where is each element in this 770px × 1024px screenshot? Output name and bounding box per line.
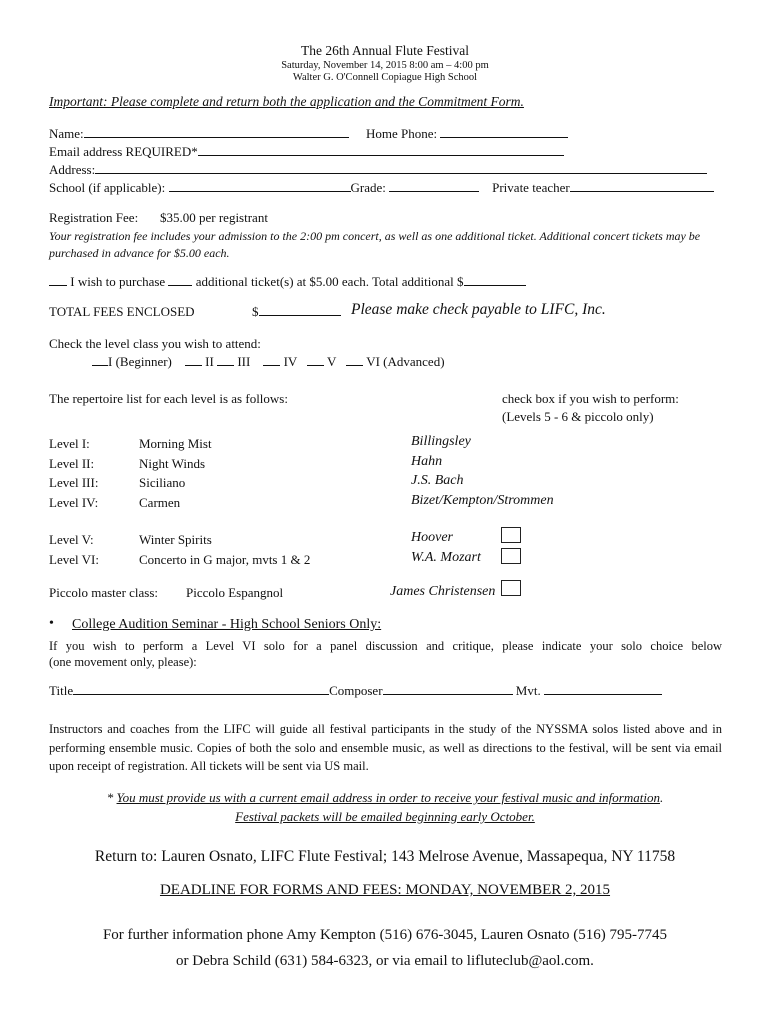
piccolo-composer: James Christensen	[390, 584, 496, 599]
level-ii-check[interactable]	[185, 354, 202, 366]
level-3-piece: Siciliano	[139, 475, 186, 490]
title-label: Title	[49, 683, 74, 698]
festival-title: The 26th Annual Flute Festival	[301, 43, 469, 58]
level-6-perform-checkbox[interactable]	[501, 548, 521, 564]
level-2-piece: Night Winds	[139, 456, 206, 471]
contact-line-1: For further information phone Amy Kempton (516) 676-3045, Lauren Osnato (516) 795-7745	[102, 927, 668, 943]
total-fees-label: TOTAL FEES ENCLOSED	[49, 304, 195, 319]
seminar-bullet: •	[49, 616, 54, 631]
email-notice-star: *	[106, 790, 117, 805]
email-notice-period: .	[659, 790, 664, 805]
home-phone-field[interactable]	[366, 126, 568, 142]
piccolo-piece: Piccolo Espangnol	[186, 585, 284, 600]
festival-location: Walter G. O'Connell Copiague High School	[292, 72, 478, 83]
purchase-text-a: I wish to purchase	[70, 274, 166, 289]
level-5-piece: Winter Spirits	[139, 532, 212, 547]
contact-line-2: or Debra Schild (631) 584-6323, or via email to lifluteclub@aol.com.	[176, 953, 594, 969]
level-i-check[interactable]	[92, 354, 108, 366]
perform-instruction-2: (Levels 5 - 6 & piccolo only)	[502, 409, 654, 424]
repertoire-intro: The repertoire list for each level is as follows:	[49, 391, 288, 406]
email-notice-text: You must provide us with a current email address in order to receive your festival music and information	[116, 790, 660, 805]
school-field[interactable]	[49, 180, 714, 196]
level-1-piece: Morning Mist	[139, 436, 212, 451]
level-iii-check[interactable]	[217, 354, 234, 366]
seminar-text-2: (one movement only, please):	[49, 655, 197, 669]
level-4-piece: Carmen	[139, 495, 181, 510]
email-notice-line-1	[0, 790, 770, 806]
check-payable-note: Please make check payable to LIFC, Inc.	[351, 301, 606, 318]
ticket-purchase-line[interactable]	[49, 274, 526, 290]
grade-blank[interactable]	[389, 180, 479, 192]
name-blank[interactable]	[84, 126, 349, 138]
total-dollar: $	[252, 304, 259, 319]
email-label: Email address REQUIRED*	[49, 144, 198, 159]
address-label: Address:	[49, 162, 96, 177]
level-2-composer: Hahn	[411, 454, 443, 469]
level-ii-label: II	[205, 354, 214, 369]
home-phone-label: Home Phone:	[366, 126, 438, 141]
name-field[interactable]	[49, 126, 349, 142]
ticket-check-blank[interactable]	[49, 274, 67, 286]
level-v-label: V	[327, 354, 337, 369]
level-1-label: Level I:	[49, 436, 90, 451]
level-1-composer: Billingsley	[411, 434, 471, 449]
solo-choice-fields	[49, 683, 662, 699]
level-5-composer: Hoover	[411, 530, 453, 545]
email-notice-line-2: Festival packets will be emailed beginning early October.	[235, 809, 535, 824]
level-5-label: Level V:	[49, 532, 94, 547]
piccolo-perform-checkbox[interactable]	[501, 580, 521, 596]
level-prompt: Check the level class you wish to attend:	[49, 336, 261, 351]
level-3-composer: J.S. Bach	[411, 473, 464, 488]
level-vi-label: VI (Advanced)	[366, 354, 445, 369]
deadline: DEADLINE FOR FORMS AND FEES: MONDAY, NOVEMBER 2, 2015	[159, 882, 611, 898]
level-6-piece: Concerto in G major, mvts 1 & 2	[139, 552, 311, 567]
composer-label: Composer	[329, 683, 383, 698]
school-label: School (if applicable):	[49, 180, 166, 195]
level-vi-check[interactable]	[346, 354, 363, 366]
ticket-total-blank[interactable]	[464, 274, 526, 286]
level-v-check[interactable]	[307, 354, 324, 366]
level-6-composer: W.A. Mozart	[411, 550, 481, 565]
ticket-count-blank[interactable]	[168, 274, 192, 286]
level-iv-label: IV	[283, 354, 298, 369]
school-blank[interactable]	[169, 180, 351, 192]
fee-note-1: Your registration fee includes your admission to the 2:00 pm concert, as well as one additional ticket. Additional concert tickets may be	[49, 229, 701, 243]
fee-value: $35.00 per registrant	[160, 210, 268, 225]
fee-note-2: purchased in advance for $5.00 each.	[49, 246, 230, 260]
level-4-label: Level IV:	[49, 495, 99, 510]
address-field[interactable]	[49, 162, 707, 178]
level-4-composer: Bizet/Kempton/Strommen	[411, 493, 554, 508]
instructors-paragraph: Instructors and coaches from the LIFC will guide all festival participants in the study of the NYSSMA solos listed above and in performing ensemble music. Copies of both the solo and ensemble music, as well as directions to the festival, will be sent via email upon receipt of registration. All tickets will be sent via US mail.	[49, 722, 722, 773]
fee-label: Registration Fee:	[49, 210, 139, 225]
grade-label: Grade:	[350, 180, 386, 195]
name-label: Name:	[49, 126, 84, 141]
level-i-label: I (Beginner)	[108, 354, 172, 369]
level-options	[92, 354, 445, 370]
total-fees-field[interactable]	[252, 304, 341, 320]
seminar-heading: College Audition Seminar - High School Seniors Only:	[72, 617, 382, 632]
mvt-label: Mvt.	[515, 683, 541, 698]
email-blank[interactable]	[198, 144, 564, 156]
seminar-text-1: If you wish to perform a Level VI solo for a panel discussion and critique, please indicate your solo choice below	[49, 639, 722, 653]
home-phone-blank[interactable]	[440, 126, 568, 138]
email-field[interactable]	[49, 144, 564, 160]
title-blank[interactable]	[73, 683, 329, 695]
level-2-label: Level II:	[49, 456, 95, 471]
level-iii-label: III	[237, 354, 251, 369]
level-iv-check[interactable]	[263, 354, 280, 366]
important-note: Important: Please complete and return both the application and the Commitment Form.	[49, 94, 524, 109]
return-address: Return to: Lauren Osnato, LIFC Flute Festival; 143 Melrose Avenue, Massapequa, NY 11758	[94, 848, 676, 865]
mvt-blank[interactable]	[544, 683, 662, 695]
teacher-label: Private teacher	[492, 180, 570, 195]
purchase-text-b: additional ticket(s) at $5.00 each. Total additional $	[195, 274, 464, 289]
festival-date: Saturday, November 14, 2015 8:00 am – 4:00 pm	[281, 60, 489, 71]
perform-instruction-1: check box if you wish to perform:	[502, 391, 679, 406]
level-5-perform-checkbox[interactable]	[501, 527, 521, 543]
level-6-label: Level VI:	[49, 552, 99, 567]
piccolo-label: Piccolo master class:	[49, 585, 159, 600]
composer-blank[interactable]	[383, 683, 513, 695]
level-3-label: Level III:	[49, 475, 99, 490]
teacher-blank[interactable]	[570, 180, 714, 192]
address-blank[interactable]	[95, 162, 707, 174]
total-fees-blank[interactable]	[259, 304, 341, 316]
